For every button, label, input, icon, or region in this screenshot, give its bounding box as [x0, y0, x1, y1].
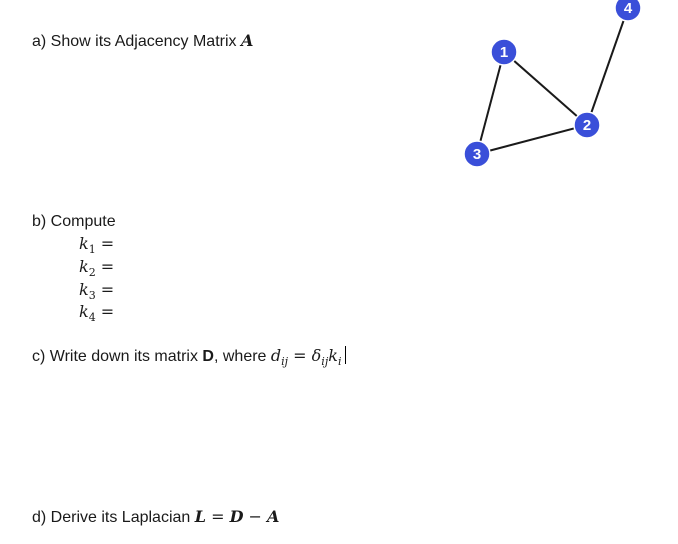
graph-node-label-2: 2 [582, 117, 592, 134]
k-line-1: $k_1$ = [79, 234, 115, 256]
graph-node-label-4: 4 [623, 0, 633, 17]
question-c: c) Write down its matrix D, where $d_{ij} = \delta_{ij}k_i$ [32, 346, 346, 368]
question-d: d) Derive its Laplacian L = D − A [32, 507, 280, 526]
graph-node-label-1: 1 [499, 44, 509, 61]
graph-edges [477, 8, 628, 154]
adjacency-symbol: A [240, 31, 254, 50]
k-line-2: $k_2$ = [79, 257, 115, 279]
k-line-4: $k_4$ = [79, 302, 115, 324]
question-c-prefix: c) Write down its matrix [32, 348, 203, 365]
question-d-prefix: d) Derive its Laplacian [32, 509, 195, 526]
question-c-middle: , where [213, 348, 271, 365]
graph-edge-1-2 [504, 52, 587, 125]
k-line-3: $k_3$ = [79, 280, 115, 302]
graph-edge-1-3 [477, 52, 504, 154]
graph-nodes [464, 0, 641, 167]
degree-matrix-symbol: D [202, 348, 214, 365]
graph-edge-2-4 [587, 8, 628, 125]
graph-node-label-3: 3 [472, 146, 482, 163]
graph-edge-2-3 [477, 125, 587, 154]
question-b-text: b) Compute [32, 213, 116, 230]
question-a-text: a) Show its Adjacency Matrix [32, 33, 241, 50]
